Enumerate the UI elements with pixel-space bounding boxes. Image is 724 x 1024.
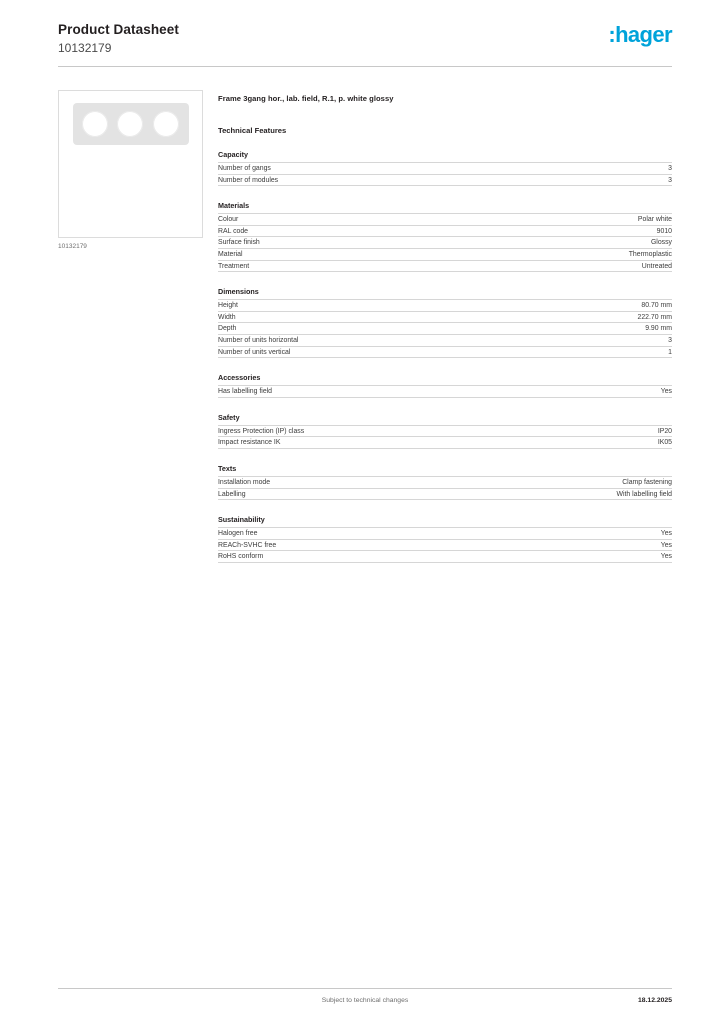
frame-3gang-graphic (73, 103, 189, 145)
table-row (218, 476, 672, 488)
spec-label: Number of modules (218, 174, 445, 186)
spec-value: 222.70 mm (445, 311, 672, 323)
table-row (218, 163, 672, 175)
footer-divider (58, 988, 672, 989)
spec-label: Halogen free (218, 528, 445, 540)
spec-table (218, 213, 672, 272)
spec-value: Yes (445, 528, 672, 540)
table-row (218, 323, 672, 335)
spec-group-title: Materials (218, 201, 250, 211)
spec-value: Glossy (445, 237, 672, 249)
page-footer (58, 997, 672, 1004)
footer-date: 18.12.2025 (637, 997, 672, 1004)
product-reference: 10132179 (58, 40, 112, 55)
spec-value: IK05 (445, 437, 672, 449)
table-row (218, 346, 672, 358)
spec-value: 9010 (445, 225, 672, 237)
spec-group (218, 150, 672, 186)
table-row (218, 225, 672, 237)
table-row (218, 551, 672, 563)
spec-label: Height (218, 300, 445, 312)
spec-label: Impact resistance IK (218, 437, 445, 449)
table-row (218, 437, 672, 449)
table-row (218, 214, 672, 226)
table-row (218, 300, 672, 312)
technical-features-heading: Technical Features (218, 126, 287, 135)
spec-label: REACh-SVHC free (218, 539, 445, 551)
spec-group-title: Safety (218, 412, 240, 422)
spec-groups (218, 150, 672, 563)
gang-opening-icon (153, 111, 179, 137)
table-row (218, 539, 672, 551)
spec-value: 80.70 mm (445, 300, 672, 312)
spec-label: Ingress Protection (IP) class (218, 425, 445, 437)
title-block (58, 22, 179, 56)
spec-value: IP20 (445, 425, 672, 437)
spec-group-title: Accessories (218, 373, 261, 383)
spec-group (218, 515, 672, 563)
spec-table (218, 385, 672, 398)
spec-value: Thermoplastic (445, 248, 672, 260)
table-row (218, 237, 672, 249)
spec-table (218, 527, 672, 563)
spec-value: 9.90 mm (445, 323, 672, 335)
gang-opening-icon (82, 111, 108, 137)
spec-label: Material (218, 248, 445, 260)
spec-value: Yes (445, 539, 672, 551)
spec-group-title: Sustainability (218, 515, 265, 525)
table-row (218, 311, 672, 323)
spec-group (218, 413, 672, 449)
specifications-column (218, 94, 672, 563)
spec-value: 3 (445, 163, 672, 175)
spec-label: Width (218, 311, 445, 323)
spec-group (218, 287, 672, 358)
table-row (218, 528, 672, 540)
spec-group-title: Texts (218, 463, 237, 473)
spec-label: Number of units vertical (218, 346, 445, 358)
product-image (58, 90, 203, 238)
table-row (218, 334, 672, 346)
spec-label: Number of units horizontal (218, 334, 445, 346)
spec-group (218, 201, 672, 272)
image-caption: 10132179 (58, 243, 87, 250)
spec-value: Yes (445, 386, 672, 398)
spec-value: 3 (445, 174, 672, 186)
header-divider (58, 66, 672, 67)
hager-logo: :hager (608, 22, 672, 47)
spec-label: Number of gangs (218, 163, 445, 175)
spec-value: Yes (445, 551, 672, 563)
page-title: Product Datasheet (58, 22, 179, 37)
spec-value: 3 (445, 334, 672, 346)
table-row (218, 260, 672, 272)
spec-label: Has labelling field (218, 386, 445, 398)
spec-value: 1 (445, 346, 672, 358)
table-row (218, 174, 672, 186)
spec-label: Installation mode (218, 476, 445, 488)
spec-label: Surface finish (218, 237, 445, 249)
spec-label: Colour (218, 214, 445, 226)
spec-label: Treatment (218, 260, 445, 272)
spec-group-title: Capacity (218, 150, 248, 159)
spec-group-title: Dimensions (218, 287, 259, 297)
footer-note: Subject to technical changes (321, 997, 409, 1004)
spec-table (218, 162, 672, 186)
spec-table (218, 476, 672, 500)
spec-label: RoHS conform (218, 551, 445, 563)
spec-value: Clamp fastening (445, 476, 672, 488)
gang-opening-icon (117, 111, 143, 137)
table-row (218, 386, 672, 398)
page-header (58, 22, 672, 56)
table-row (218, 425, 672, 437)
table-row (218, 248, 672, 260)
product-name: Frame 3gang hor., lab. field, R.1, p. white glossy (218, 94, 394, 103)
spec-group (218, 464, 672, 500)
spec-value: With labelling field (445, 488, 672, 500)
spec-value: Untreated (445, 260, 672, 272)
spec-label: RAL code (218, 225, 445, 237)
product-image-column (58, 90, 203, 250)
spec-table (218, 425, 672, 449)
table-row (218, 488, 672, 500)
spec-label: Depth (218, 323, 445, 335)
spec-group (218, 373, 672, 398)
spec-label: Labelling (218, 488, 445, 500)
spec-table (218, 299, 672, 358)
spec-value: Polar white (445, 214, 672, 226)
